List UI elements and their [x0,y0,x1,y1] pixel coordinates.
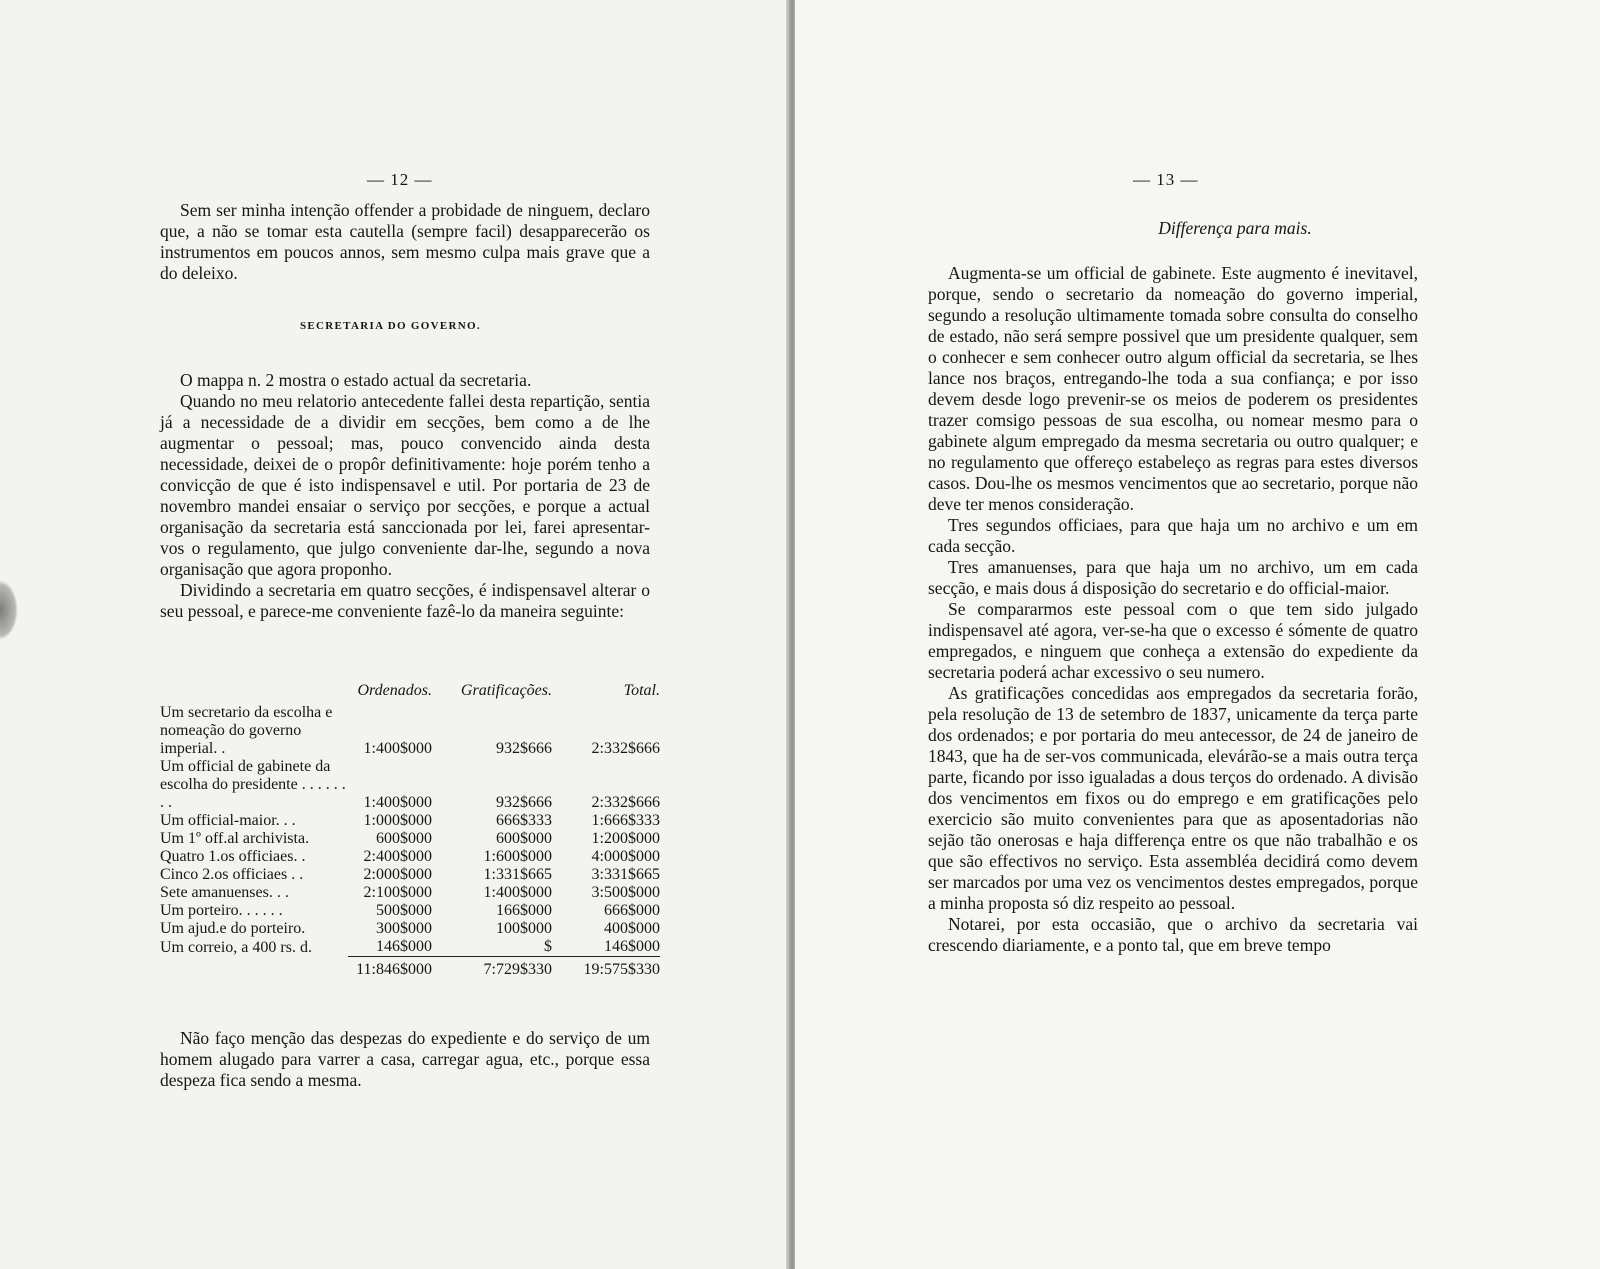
row-ordenados: 1:000$000 [363,812,432,829]
row-label: Um 1º off.al archivista. [160,830,310,847]
row-label: Um porteiro. . . . . . [160,902,283,919]
table-row [160,938,660,957]
closing-paragraph: Não faço menção das despezas do expediente e do serviço de um homem alugado para varrer a casa, carregar agua, etc., porque essa despeza fica sendo a mesma. [160,1028,650,1090]
left-body-text [160,370,650,622]
row-total: 3:331$665 [591,866,660,883]
row-gratificacoes: 932$666 [496,794,552,811]
row-label: Cinco 2.os officiaes . . [160,866,304,883]
row-label: Um ajud.e do porteiro. [160,920,306,937]
row-gratificacoes: 1:331$665 [483,866,552,883]
row-label: Sete amanuenses. . . [160,884,289,901]
table-row [160,848,660,866]
right-page [795,0,1600,1269]
row-gratificacoes: 666$333 [496,812,552,829]
section-title: SECRETARIA DO GOVERNO. [300,320,481,332]
salary-table [160,682,660,979]
body-paragraph-2: Quando no meu relatorio antecedente fallei desta repartição, sentia já a necessidade de a dividir em secções, bem como a de lhe augmentar o pessoal; mas, pouco convencido ainda desta necessidade, deixei de o propôr definitivamente: hoje porém tenho a convicção de que é isto indispensavel e util. Por portaria de 23 de novembro mandei ensaiar o serviço por secções, e porque a actual organisação da secretaria está sanccionada por lei, farei apresentar-vos o regulamento, que julgo conveniente dar-lhe, segundo a nova organisação que agora proponho. [160,391,650,579]
row-ordenados: 600$000 [376,830,432,847]
row-gratificacoes: 932$666 [496,740,552,757]
intro-paragraph: Sem ser minha intenção offender a probidade de ninguem, declaro que, a não se tomar esta cautella (sempre facil) desapparecerão os instrumentos em poucos annos, sem mesmo culpa mais grave que a do deleixo. [160,200,650,283]
total-ordenados: 11:846$000 [348,957,432,980]
row-label: Quatro 1.os officiaes. . [160,848,306,865]
row-gratificacoes: 1:400$000 [483,884,552,901]
row-total: 400$000 [604,920,660,937]
left-page [0,0,791,1269]
row-total: 146$000 [604,938,660,955]
right-page-number: — 13 — [1133,170,1199,189]
table-row [160,866,660,884]
table-totals-row [160,957,660,980]
row-ordenados: 2:400$000 [363,848,432,865]
table-row [160,758,660,812]
row-gratificacoes: 1:600$000 [483,848,552,865]
header-total: Total. [623,682,660,699]
table-row [160,920,660,938]
row-total: 666$000 [604,902,660,919]
right-paragraph-3: Tres amanuenses, para que haja um no archivo, um em cada secção, e mais dous á disposição do secretario e do official-maior. [928,557,1418,598]
right-paragraph-4: Se compararmos este pessoal com o que tem sido julgado indispensavel até agora, ver-se-ha que o excesso é sómente de quatro empregados, e ninguem que conheça a extensão do expediente da secretaria poderá achar excessivo o seu numero. [928,599,1418,682]
body-paragraph-1: O mappa n. 2 mostra o estado actual da secretaria. [180,370,532,390]
header-ordenados: Ordenados. [357,682,432,699]
row-ordenados: 1:400$000 [363,740,432,757]
row-ordenados: 2:100$000 [363,884,432,901]
row-ordenados: 2:000$000 [363,866,432,883]
row-gratificacoes: 100$000 [496,920,552,937]
body-paragraph-3: Dividindo a secretaria em quatro secções, é indispensavel alterar o seu pessoal, e parece-me conveniente fazê-lo da maneira seguinte: [160,580,650,621]
right-paragraph-5: As gratificações concedidas aos empregados da secretaria forão, pela resolução de 13 de setembro de 1837, unicamente da terça parte dos ordenados; e por portaria do meu antecessor, de 24 de janeiro de 1843, que ha de ser-vos communicada, elevárão-se a mais outra terça parte, ficando por isso igualadas a dous terços do ordenado. A divisão dos vencimentos em fixos ou do emprego e em gratificações pelo exercicio são muito convenientes para que as aposentadorias não sejão tão onerosas e haja differença entre os que não trabalhão e os que são effectivos no serviço. Esta assembléa decidirá como devem ser marcados por uma vez os vencimentos destes empregados, porque a minha proposta só diz respeito ao pessoal. [928,683,1418,913]
row-total: 1:200$000 [591,830,660,847]
table-row [160,884,660,902]
row-gratificacoes: $ [544,938,552,955]
row-gratificacoes: 600$000 [496,830,552,847]
total-gratificacoes: 7:729$330 [432,957,552,980]
row-ordenados: 300$000 [376,920,432,937]
right-paragraph-2: Tres segundos officiaes, para que haja um no archivo e um em cada secção. [928,515,1418,556]
table-row [160,812,660,830]
header-gratificacoes: Gratificações. [460,682,552,699]
right-body-text [928,263,1418,956]
right-heading: Differença para mais. [1158,218,1312,238]
row-ordenados: 500$000 [376,902,432,919]
row-label: Um correio, a 400 rs. d. [160,938,312,956]
right-paragraph-6: Notarei, por esta occasião, que o archivo da secretaria vai crescendo diariamente, e a ponto tal, que em breve tempo [928,914,1418,955]
table-row [160,902,660,920]
row-ordenados: 1:400$000 [363,794,432,811]
row-total: 1:666$333 [591,812,660,829]
right-paragraph-1: Augmenta-se um official de gabinete. Este augmento é inevitavel, porque, sendo o secretario da nomeação do governo imperial, segundo a resolução ultimamente tomada sobre consulta do conselho de estado, não será sempre possivel que um presidente qualquer, sem o conhecer e sem conhecer outro algum official da secretaria, se lhes lance nos braços, entregando-lhe toda a sua confiança; e por isso devem desde logo prevenir-se os meios de poderem os presidentes trazer comsigo pessoas de sua escolha, ou nomear mesmo para o gabinete algum empregado da mesma secretaria ou outro qualquer; e no regulamento que offereço estabeleço as regras para estes diversos casos. Dou-lhe os mesmos vencimentos que ao secretario, porque não deve ter menos consideração. [928,263,1418,514]
table-row [160,830,660,848]
left-intro-text [160,200,650,284]
row-total: 3:500$000 [591,884,660,901]
table-header-row [160,682,660,704]
row-label: Um secretario da escolha e nomeação do governo imperial. . [160,704,333,757]
total-total: 19:575$330 [552,957,660,980]
page-edge-shadow [0,580,18,640]
row-total: 2:332$666 [591,794,660,811]
row-gratificacoes: 166$000 [496,902,552,919]
row-label: Um official-maior. . . [160,812,296,829]
left-closing-text [160,1028,650,1091]
row-label: Um official de gabinete da escolha do presidente . . . . . . . . [160,758,346,811]
row-total: 4:000$000 [591,848,660,865]
table-row [160,704,660,758]
row-ordenados: 146$000 [376,938,432,955]
left-page-number: — 12 — [367,170,433,189]
row-total: 2:332$666 [591,740,660,757]
